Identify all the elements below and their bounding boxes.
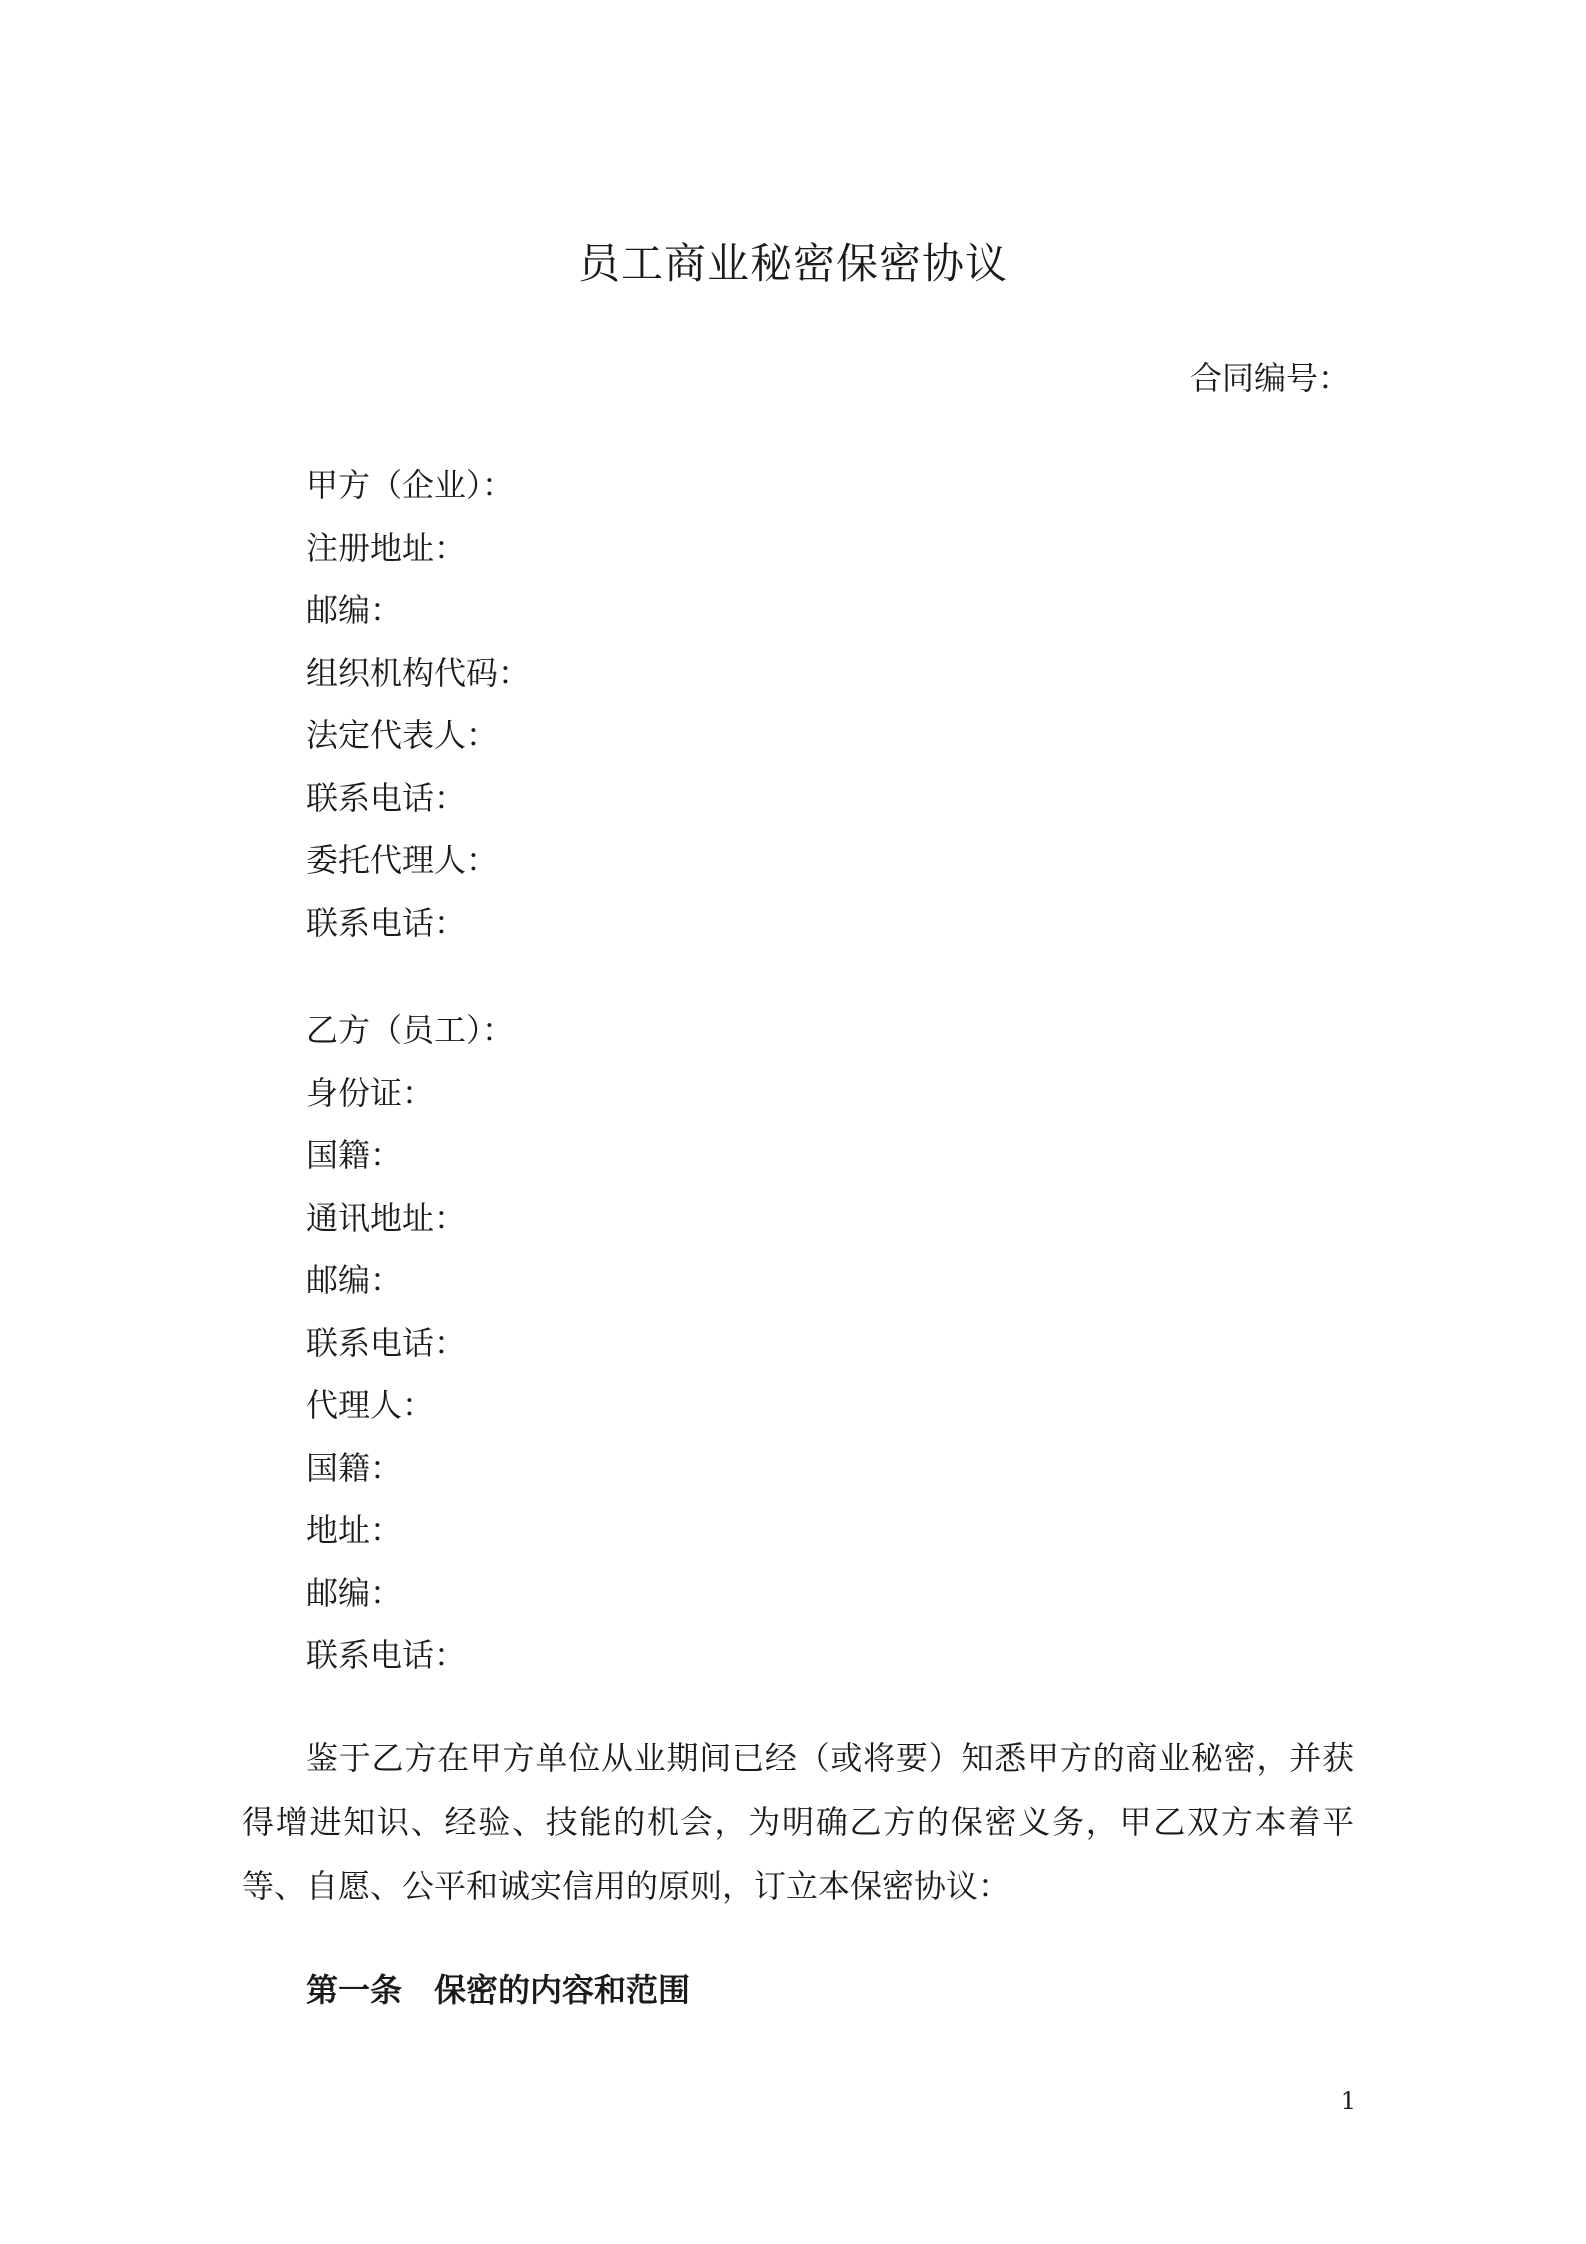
contract-number-label: 合同编号：: [1189, 359, 1350, 397]
party-a-field: 联系电话：: [306, 778, 467, 817]
party-a-field: 联系电话：: [306, 903, 467, 942]
party-b-fields: [306, 1008, 514, 1696]
party-b-field: 邮编：: [306, 1261, 403, 1299]
party-b-field: 邮编：: [306, 1573, 403, 1612]
party-a-field: 甲方（企业）：: [306, 466, 515, 504]
party-b-field: 通讯地址：: [306, 1198, 467, 1237]
party-a-field: 法定代表人：: [306, 716, 499, 754]
party-a-field: 注册地址：: [306, 528, 467, 567]
party-b-field: 国籍：: [306, 1136, 403, 1174]
page-number: 1: [1340, 2087, 1356, 2115]
party-b-field: 代理人：: [306, 1386, 435, 1424]
party-a-field: 委托代理人：: [306, 841, 499, 879]
party-b-field: 联系电话：: [306, 1323, 467, 1362]
party-a-field: 邮编：: [306, 591, 403, 629]
section-heading: 第一条 保密的内容和范围: [306, 1971, 691, 2009]
document-title: 员工商业秘密保密协议: [577, 239, 1008, 288]
party-a-field: 组织机构代码：: [306, 653, 531, 692]
party-a-fields: [306, 463, 530, 963]
party-b-field: 联系电话：: [306, 1636, 467, 1674]
party-b-field: 身份证：: [306, 1073, 435, 1112]
preamble-paragraph: 鉴于乙方在甲方单位从业期间已经（或将要）知悉甲方的商业秘密，并获得增进知识、经验、技能的机会，为明确乙方的保密义务，甲乙双方本着平等、自愿、公平和诚实信用的原则，订立本保密协议：: [242, 1739, 1354, 1905]
party-b-field: 地址：: [306, 1511, 403, 1549]
party-b-field: 乙方（员工）：: [306, 1011, 515, 1049]
party-b-field: 国籍：: [306, 1448, 403, 1487]
